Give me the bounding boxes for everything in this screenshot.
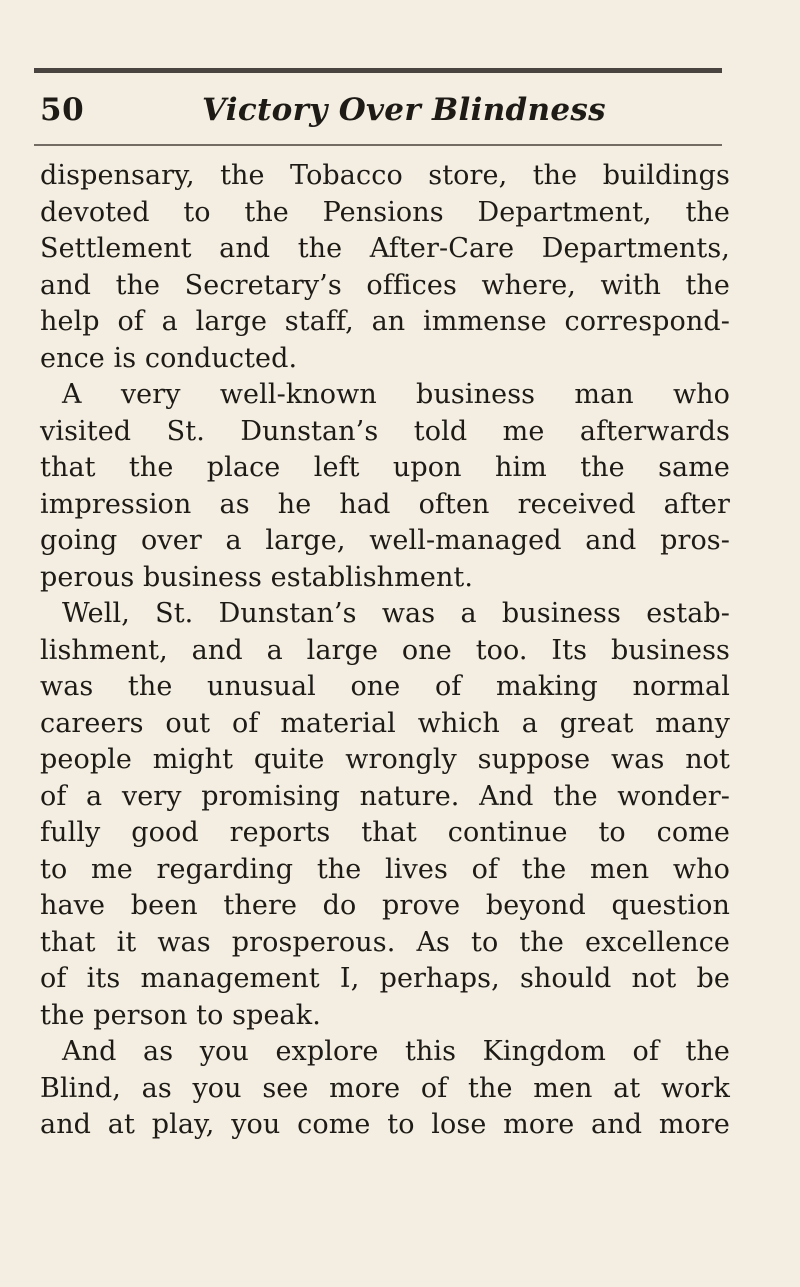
text-line: lishment, and a large one too. Its business [40, 634, 730, 666]
text-line: and the Secretary’s offices where, with the [40, 269, 730, 301]
text-line: perous business establishment. [40, 561, 474, 593]
text-line: A very well-known business man who [62, 379, 730, 410]
text-line: the person to speak. [40, 999, 321, 1031]
text-line: Well, St. Dunstan’s was a business estab- [62, 598, 730, 629]
text-line: careers out of material which a great many [40, 707, 730, 739]
text-line: Blind, as you see more of the men at work [40, 1072, 730, 1104]
text-line: going over a large, well-managed and pros- [40, 525, 730, 556]
running-title: Victory Over Blindness [202, 92, 606, 128]
text-line: to me regarding the lives of the men who [40, 853, 730, 885]
text-line: that the place left upon him the same [40, 452, 730, 483]
text-line: dispensary, the Tobacco store, the buildings [40, 160, 730, 191]
text-line: of a very promising nature. And the wonder- [40, 780, 730, 812]
text-line: people might quite wrongly suppose was not [40, 744, 730, 775]
text-line: And as you explore this Kingdom of the [62, 1036, 730, 1067]
text-line: of its management I, perhaps, should not be [40, 963, 730, 994]
text-line: visited St. Dunstan’s told me afterwards [40, 415, 730, 447]
page-header [34, 86, 734, 142]
text-line: and at play, you come to lose more and more [40, 1109, 730, 1140]
text-line: help of a large staff, an immense correspond- [40, 306, 730, 337]
text-line: devoted to the Pensions Department, the [40, 196, 730, 228]
header-divider [34, 144, 722, 146]
text-line: ence is conducted. [40, 342, 298, 374]
top-border-rule [34, 68, 722, 73]
text-line: Settlement and the After-Care Departments, [40, 233, 730, 264]
text-line: that it was prosperous. As to the excellence [40, 926, 730, 958]
text-line: was the unusual one of making normal [40, 671, 730, 702]
text-line: impression as he had often received after [40, 488, 730, 520]
page-number: 50 [40, 92, 85, 128]
text-line: have been there do prove beyond question [40, 890, 730, 921]
text-line: fully good reports that continue to come [40, 817, 730, 848]
body-text [40, 158, 730, 1144]
